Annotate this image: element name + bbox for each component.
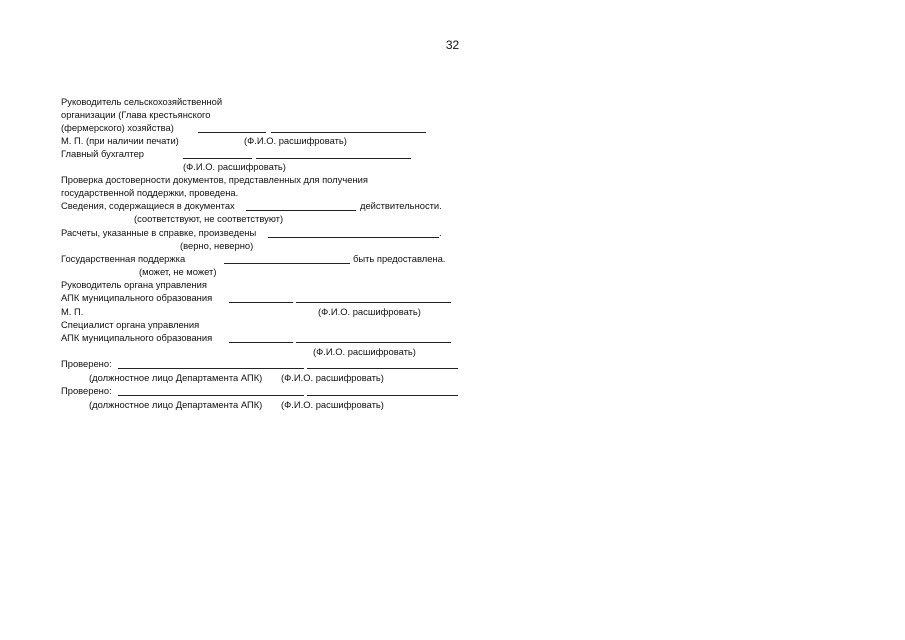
apk-head-stamp-note: М. П.: [61, 306, 84, 317]
calculations-fill-line[interactable]: [268, 237, 439, 238]
info-fill-line[interactable]: [246, 210, 356, 211]
info-caption: (соответствуют, не соответствуют): [134, 213, 284, 224]
checked-name-caption: (Ф.И.О. расшифровать): [281, 399, 384, 410]
checked-role-line[interactable]: [118, 395, 304, 396]
info-suffix: действительности.: [360, 200, 442, 211]
checked-name-line[interactable]: [307, 368, 458, 369]
support-prefix: Государственная поддержка: [61, 253, 186, 264]
calculations-prefix: Расчеты, указанные в справке, произведены: [61, 227, 257, 238]
checked-name-line[interactable]: [307, 395, 458, 396]
apk-head-name-caption: (Ф.И.О. расшифровать): [318, 306, 421, 317]
apk-head-signature-line[interactable]: [229, 302, 293, 303]
page-number: 32: [445, 38, 460, 52]
support-suffix: быть предоставлена.: [353, 253, 446, 264]
checked-role-line[interactable]: [118, 368, 304, 369]
accountant-title: Главный бухгалтер: [61, 148, 145, 159]
apk-specialist-name-caption: (Ф.И.О. расшифровать): [313, 346, 416, 357]
apk-head-name-line[interactable]: [296, 302, 451, 303]
apk-specialist-name-line[interactable]: [296, 342, 451, 343]
info-prefix: Сведения, содержащиеся в документах: [61, 200, 235, 211]
apk-head-title-line-2: АПК муниципального образования: [61, 292, 213, 303]
farm-head-signature-line[interactable]: [198, 132, 266, 133]
farm-head-title-line-1: Руководитель сельскохозяйственной: [61, 96, 223, 107]
farm-head-name-line[interactable]: [271, 132, 426, 133]
checked-role-caption: (должностное лицо Департамента АПК): [89, 372, 263, 383]
farm-head-title-line-2: организации (Глава крестьянского: [61, 109, 211, 120]
support-fill-line[interactable]: [224, 263, 350, 264]
accountant-name-line[interactable]: [256, 158, 411, 159]
accountant-signature-line[interactable]: [183, 158, 252, 159]
calculations-suffix: .: [439, 227, 442, 238]
checked-name-caption: (Ф.И.О. расшифровать): [281, 372, 384, 383]
checked-role-caption: (должностное лицо Департамента АПК): [89, 399, 263, 410]
farm-head-title-line-3: (фермерского) хозяйства): [61, 122, 174, 133]
support-caption: (может, не может): [139, 266, 217, 277]
farm-head-stamp-note: М. П. (при наличии печати): [61, 135, 179, 146]
apk-specialist-title-line-1: Специалист органа управления: [61, 319, 200, 330]
checked-label: Проверено:: [61, 358, 112, 369]
verification-line-2: государственной поддержки, проведена.: [61, 187, 239, 198]
checked-label: Проверено:: [61, 385, 112, 396]
verification-line-1: Проверка достоверности документов, представленных для получения: [61, 174, 368, 185]
calculations-caption: (верно, неверно): [180, 240, 254, 251]
apk-specialist-title-line-2: АПК муниципального образования: [61, 332, 213, 343]
apk-specialist-signature-line[interactable]: [229, 342, 293, 343]
accountant-name-caption: (Ф.И.О. расшифровать): [183, 161, 286, 172]
apk-head-title-line-1: Руководитель органа управления: [61, 279, 207, 290]
farm-head-name-caption: (Ф.И.О. расшифровать): [244, 135, 347, 146]
